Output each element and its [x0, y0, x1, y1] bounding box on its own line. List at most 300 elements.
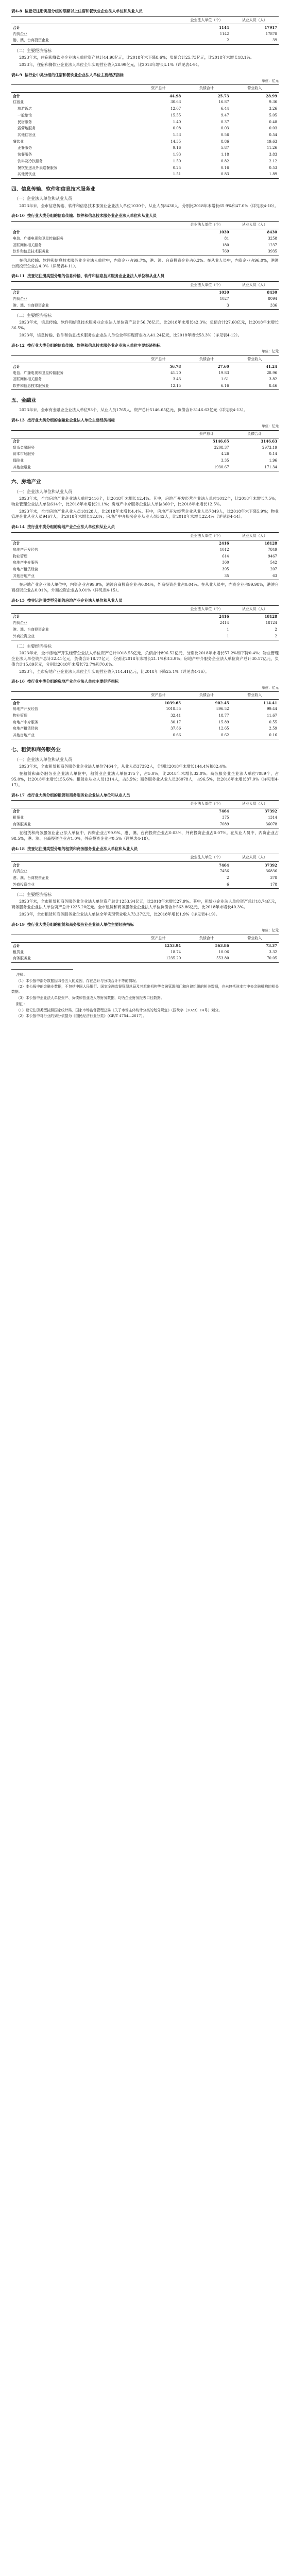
row-label: 合计 — [13, 862, 20, 868]
row-label: 合计 — [13, 541, 20, 546]
table-caption: 按行业大类分组的租赁和商务服务业企业法人单位主要经济指标 — [27, 922, 134, 927]
table-cell: 375 — [222, 816, 229, 820]
row-label: 物业管理 — [13, 554, 27, 558]
table-row — [11, 451, 279, 458]
table-number: 表4-16 — [11, 679, 25, 684]
table-row — [11, 733, 279, 739]
table-row — [11, 464, 279, 471]
paragraph: 2023年末，信息传输、软件和信息技术服务业企业法人单位资产总计56.78亿元，比2018年末增长42.3%；负债合计27.60亿元，比2018年末增长36.5%。 — [11, 320, 279, 331]
column-header: 营业收入 — [231, 692, 279, 700]
table-cell: 769 — [182, 249, 230, 256]
row-label: 合计 — [13, 230, 20, 235]
table-caption: 按登记注册类型分组的限额以上住宿和餐饮业企业法人单位和从业人员 — [24, 9, 143, 13]
table-cell: 2 — [231, 633, 279, 640]
table-cell: 3258 — [268, 236, 277, 241]
table-cell: 44.98 — [169, 93, 181, 98]
column-header: 从业人员（人） — [231, 16, 279, 24]
column-header: 负债合计 — [182, 692, 230, 700]
table-row — [11, 145, 279, 152]
table-cell: 19.83 — [218, 370, 229, 375]
row-label: 饮料及冷饮服务 — [18, 159, 43, 163]
table-number: 表4-8 — [11, 9, 22, 13]
table-cell: 18.74 — [170, 950, 181, 954]
row-label: 房地产中介服务 — [13, 720, 38, 724]
table-row — [11, 949, 279, 956]
table-cell: 1.93 — [173, 152, 181, 157]
table-cell: 9.47 — [221, 113, 229, 117]
table-header-row — [11, 854, 279, 862]
table-cell: 0.56 — [221, 133, 229, 138]
subsection-heading: （一）企业法人单位和从业人员 — [14, 757, 72, 762]
table-header-row — [11, 606, 279, 614]
column-header — [11, 854, 182, 862]
column-header — [11, 801, 182, 808]
table-row — [11, 620, 279, 627]
table-cell: 360 — [222, 561, 229, 565]
paragraph: 2023年末，全市房地产业从业人员18128人，比2018年末增长4.4%。其中，房地产开发经营企业从业人员7849人，比2018年末下降5.9%；物业管理企业从业人员9467人，比2018年末增长12.8%；房地产中介服务企业从业人员542人，比2018年末增长22.4%（详见表4-14）。 — [11, 509, 279, 519]
table-cell: 28.99 — [266, 93, 277, 98]
column-header: 营业收入 — [231, 85, 279, 93]
table-cell: 14.35 — [170, 139, 181, 144]
table-cell: 2 — [182, 38, 230, 44]
table-cell: 56.78 — [169, 364, 181, 369]
table-cell: 1027 — [219, 296, 229, 301]
row-label: 合计 — [13, 700, 20, 705]
table-cell: 27.60 — [217, 364, 229, 369]
table-number: 表4-18 — [11, 846, 25, 851]
column-header: 企业法人单位（个） — [182, 854, 230, 862]
table-cell: 37392 — [264, 862, 277, 868]
table-cell: 1 — [227, 627, 229, 632]
table-title — [11, 213, 279, 219]
table-cell: 12.15 — [134, 383, 182, 390]
table-row — [11, 445, 279, 451]
column-header: 企业法人单位（个） — [182, 221, 230, 229]
table-title — [11, 793, 279, 799]
table-cell: 2.59 — [269, 726, 277, 731]
table-cell: 30.63 — [170, 100, 181, 105]
table-unit: 单位：亿元 — [262, 424, 279, 429]
row-label: 软件和信息技术服务业 — [11, 249, 182, 256]
column-header — [11, 85, 134, 93]
column-header: 资产总计 — [182, 430, 230, 438]
table-4-10 — [11, 221, 279, 256]
table-number: 表4-10 — [11, 213, 25, 218]
table-caption: 按行业大类分组的信息传输、软件和信息技术服务业企业法人单位和从业人员 — [27, 213, 157, 218]
row-label: 物业管理 — [13, 714, 27, 718]
row-label: 租赁业 — [13, 950, 24, 954]
row-label: 货币金融服务 — [13, 445, 35, 450]
table-cell: 1.51 — [134, 172, 182, 178]
table-cell: 0.14 — [269, 452, 277, 456]
table-cell: 11.26 — [266, 146, 277, 150]
table-row — [11, 540, 279, 547]
row-label: 房地产租赁经营 — [13, 567, 38, 571]
column-header: 资产总计 — [134, 935, 182, 942]
table-cell: 37.86 — [170, 726, 181, 731]
subsection-heading: （二）主要经济指标 — [14, 313, 52, 318]
row-label: 港、澳、台商投资企业 — [13, 876, 49, 880]
table-row — [11, 229, 279, 235]
table-row — [11, 560, 279, 567]
table-number: 表4-12 — [11, 343, 25, 348]
row-label: 租赁业 — [13, 816, 24, 820]
column-header: 负债合计 — [182, 355, 230, 363]
table-row — [11, 458, 279, 465]
table-cell: 0.54 — [269, 133, 277, 138]
table-cell: 32.41 — [170, 714, 181, 718]
column-header: 资产总计 — [134, 692, 182, 700]
table-cell: 11.67 — [266, 714, 277, 718]
row-label: 合计 — [13, 438, 20, 444]
table-cell: 4.26 — [221, 452, 229, 456]
table-cell: 1.18 — [221, 152, 229, 157]
table-cell: 2 — [275, 627, 277, 632]
table-row — [11, 815, 279, 822]
table-row — [11, 113, 279, 120]
table-header-row — [11, 221, 279, 229]
table-cell: 3 — [182, 302, 230, 309]
column-header: 营业收入 — [231, 935, 279, 942]
row-label: 互联网和相关服务 — [13, 243, 42, 247]
table-cell: 10.06 — [218, 950, 229, 954]
row-label: 内资企业 — [13, 31, 27, 36]
table-row — [11, 159, 279, 165]
table-cell: 6 — [182, 882, 230, 888]
table-cell: 19.63 — [266, 139, 277, 144]
table-cell: 7849 — [268, 547, 277, 552]
table-row — [11, 553, 279, 560]
table-cell: 5.87 — [221, 146, 229, 150]
row-label: 餐饮业 — [13, 139, 24, 144]
table-row — [11, 614, 279, 620]
table-title — [11, 922, 279, 928]
table-number: 表4-17 — [11, 792, 25, 798]
table-cell: 3208.37 — [214, 445, 229, 450]
table-row — [11, 706, 279, 713]
column-header — [11, 606, 182, 614]
row-label: 外商投资企业 — [11, 633, 182, 640]
subsection-heading: （二）主要经济指标 — [14, 892, 52, 897]
table-row — [11, 249, 279, 256]
table-cell: 6.16 — [182, 383, 230, 390]
table-cell: 8094 — [268, 296, 277, 301]
table-cell: 8430 — [267, 230, 277, 235]
paragraph: 2023年末，全市有金融业企业法人单位93个，从业人员1765人，资产总计5146.65亿元，负债合计3146.63亿元（详见表4-13）。 — [19, 407, 248, 412]
table-caption: 按登记注册类型分组的房地产业企业法人单位和从业人员 — [27, 598, 123, 603]
column-header — [11, 355, 134, 363]
table-cell: 5146.65 — [212, 438, 229, 444]
table-title — [11, 846, 279, 852]
column-header — [11, 430, 182, 438]
column-header: 从业人员（人） — [231, 281, 279, 289]
table-cell: 6.44 — [221, 107, 229, 111]
table-cell: 7089 — [182, 821, 230, 828]
table-unit: 单位：亿元 — [262, 349, 279, 354]
table-4-11 — [11, 281, 279, 310]
row-label: 房地产租赁经营 — [13, 726, 38, 731]
table-number: 表4-11 — [11, 274, 25, 279]
row-label: 软件和信息技术服务业 — [11, 383, 134, 390]
paragraph: 在租赁和商务服务业企业法人单位中，内资企业占99.9%，港、澳、台商投资企业占0.03%，外商投资企业占0.07%。在从业人员中，内资企业占98.5%，港、澳、台商投资企业占1.0%，外商投资企业占0.5%（详见表4-18）。 — [11, 831, 279, 841]
table-cell: 17878 — [265, 31, 277, 36]
table-cell: 1018.55 — [166, 707, 181, 711]
table-row — [11, 370, 279, 377]
paragraph: 2023年末，全市租赁和商务服务业企业法人单位资产总计1253.94亿元，比2018年末增长27.9%。其中，租赁业企业法人单位资产总计18.74亿元，商务服务业企业法人单位资产总计1235.20亿元。全市租赁和商务服务业企业法人单位负债合计563.86亿元，比2018年末增长40.3%。 — [11, 899, 279, 910]
table-cell: 15.55 — [170, 113, 181, 117]
paragraph: 2023年，信息传输、软件和信息技术服务业企业法人单位全年实现营业收入41.24亿元，比2018年增长53.3%（详见表4-12）。 — [19, 332, 242, 337]
table-cell: 63 — [231, 573, 279, 580]
column-header — [11, 935, 134, 942]
row-label: 其他房地产业 — [11, 573, 182, 580]
table-cell: 36836 — [265, 869, 277, 874]
row-label: 港、澳、台商投资企业 — [11, 302, 182, 309]
table-cell: 178 — [231, 882, 279, 888]
paragraph: 2023年末，全市房地产开发经营企业法人单位资产总计1018.55亿元，负债合计896.52亿元，分别比2018年末增长57.2%和下降0.4%；物业管理企业法人单位资产总计32.41亿元，负债合计18.77亿元，分别比2018年末增长21.1%和13.9%；房地产中介服务企业法人单位资产总计30.17亿元，负债合计15.89亿元，分别比2018年末增长72.7%和70.0%。 — [11, 651, 279, 667]
table-row — [11, 126, 279, 132]
table-row — [11, 875, 279, 882]
row-label: 商务服务业 — [11, 821, 182, 828]
section-heading: 六、房地产业 — [11, 479, 41, 485]
row-label: 商务服务业 — [11, 956, 134, 962]
table-cell: 1237 — [268, 243, 277, 247]
column-header — [11, 692, 134, 700]
table-header-row — [11, 692, 279, 700]
table-cell: 39 — [231, 38, 279, 44]
table-cell: 0.48 — [269, 120, 277, 124]
column-header — [11, 281, 182, 289]
table-cell: 1144 — [219, 25, 229, 30]
table-row — [11, 956, 279, 962]
table-row — [11, 139, 279, 145]
table-cell: 9467 — [268, 554, 277, 558]
table-row — [11, 633, 279, 640]
table-header-row — [11, 532, 279, 540]
row-label: 合计 — [13, 364, 20, 369]
table-row — [11, 24, 279, 31]
notes-title: 注释： — [16, 972, 27, 977]
row-label: 房地产中介服务 — [13, 561, 38, 565]
table-cell: 1235.20 — [134, 956, 182, 962]
table-cell: 41.24 — [266, 364, 277, 369]
table-number: 表4-9 — [11, 72, 22, 77]
table-cell: 553.80 — [182, 956, 230, 962]
table-cell: 3.83 — [269, 152, 277, 157]
table-cell: 5.05 — [269, 113, 277, 117]
row-label: 资本市场服务 — [13, 452, 35, 456]
column-header: 企业法人单位（个） — [182, 801, 230, 808]
column-header: 营业收入 — [231, 355, 279, 363]
column-header: 企业法人单位（个） — [182, 606, 230, 614]
column-header: 资产总计 — [134, 355, 182, 363]
table-title — [11, 274, 279, 279]
table-row — [11, 31, 279, 38]
table-cell: 3.32 — [269, 950, 277, 954]
table-cell: 18124 — [265, 621, 277, 625]
table-cell: 2973.19 — [262, 445, 277, 450]
table-4-19 — [11, 935, 279, 963]
table-title — [11, 524, 279, 530]
row-label: 港、澳、台商投资企业 — [11, 38, 182, 44]
section-heading: 四、信息传输、软件和信息技术服务业 — [11, 186, 96, 192]
note-item: （2）本公报中对行业的划分依据为《国民经济行业分类》（GB/T 4754—2017）。 — [16, 1014, 146, 1019]
table-cell: 0.16 — [221, 165, 229, 170]
table-header-row — [11, 16, 279, 24]
table-title — [11, 598, 279, 604]
table-cell: 8430 — [267, 290, 277, 295]
table-cell: 180 — [222, 243, 229, 247]
table-cell: 37392 — [264, 809, 277, 814]
table-row — [11, 726, 279, 733]
table-cell: 3935 — [231, 249, 279, 256]
row-label: 合计 — [13, 614, 20, 619]
section-heading: 七、租赁和商务服务业 — [11, 747, 61, 753]
table-row — [11, 296, 279, 303]
table-cell: 114.41 — [263, 700, 277, 705]
table-4-8 — [11, 16, 279, 45]
row-label: 内资企业 — [13, 296, 27, 301]
paragraph: 2023年末，全市租赁和商务服务业企业法人单位7464个，从业人员37392人，分别比2018年末增长144.4%和82.4%。 — [19, 764, 230, 769]
row-label: 民宿服务 — [18, 120, 32, 124]
table-row — [11, 172, 279, 178]
table-4-16 — [11, 691, 279, 739]
table-cell: 7456 — [219, 869, 229, 874]
page — [0, 0, 290, 1027]
table-cell: 3.82 — [269, 377, 277, 382]
table-cell: 1930.67 — [182, 464, 230, 471]
paragraph: 2023年末，全市房地产业企业法人单位2416个，比2018年末增长12.4%。其中，房地产开发经营企业法人单位1012个，比2018年末增长7.5%；物业管理企业法人单位614个，比2018年末增长21.1%；房地产中介服务企业法人单位360个，比2018年末增长12.5%。 — [11, 496, 279, 506]
table-cell: 2414 — [219, 621, 229, 625]
table-cell: 614 — [222, 554, 229, 558]
table-cell: 18128 — [264, 541, 277, 546]
table-4-9 — [11, 84, 279, 178]
table-row — [11, 808, 279, 815]
row-label: 港、澳、台商投资企业 — [13, 627, 49, 632]
row-label: 其他住宿业 — [18, 133, 36, 138]
row-label: 合计 — [13, 809, 20, 814]
row-label: 房地产开发经营 — [13, 707, 38, 711]
table-cell: 0.16 — [231, 733, 279, 739]
table-cell: 0.66 — [134, 733, 182, 739]
table-cell: 1.40 — [173, 120, 181, 124]
table-row — [11, 242, 279, 249]
table-cell: 3.26 — [269, 107, 277, 111]
table-row — [11, 106, 279, 113]
table-cell: 3146.63 — [261, 438, 277, 444]
table-row — [11, 438, 279, 445]
row-label: 合计 — [13, 290, 20, 295]
table-cell: 18.77 — [218, 714, 229, 718]
notes-source-title: 附注： — [16, 1002, 27, 1006]
table-cell: 1142 — [219, 31, 229, 36]
table-number: 表4-13 — [11, 417, 25, 422]
paragraph: 在房地产业企业法人单位中，内资企业占99.9%，港澳台商投资企业占0.04%，外商投资企业占0.04%。在从业人员中，内资企业占99.98%，港澳台商投资企业占0.01%，外商投资企业占0.01%（详见表4-15）。 — [11, 582, 279, 592]
subsection-heading: （二）主要经济指标 — [14, 643, 52, 649]
row-label: 合计 — [13, 93, 20, 98]
table-cell: 563.86 — [215, 943, 229, 948]
table-cell: 1012 — [219, 547, 229, 552]
table-cell: 17917 — [264, 25, 277, 30]
column-header: 负债合计 — [182, 85, 230, 93]
table-row — [11, 547, 279, 553]
table-cell: 0.03 — [221, 126, 229, 131]
paragraph: 2023年，住宿和餐饮业企业法人单位全年实现营业收入28.99亿元，比2018年增长4.1%（详见表4-9）。 — [19, 62, 202, 67]
paragraph: 2023年末，全市信息传输、软件和信息技术服务业企业法人单位1030个，从业人员8430人，分别比2018年末增长65.9%和47.0%（详见表4-10）。 — [19, 203, 279, 208]
table-header-row — [11, 85, 279, 93]
table-cell: 15.89 — [218, 720, 229, 724]
table-row — [11, 700, 279, 706]
table-title — [11, 679, 279, 685]
table-cell: 0.82 — [221, 159, 229, 163]
table-row — [11, 289, 279, 296]
table-unit: 单位：亿元 — [262, 685, 279, 690]
column-header: 负债合计 — [182, 935, 230, 942]
table-cell: 18128 — [264, 614, 277, 619]
table-cell: 0.83 — [182, 172, 230, 178]
table-cell: 8.86 — [221, 139, 229, 144]
note-item: （1）本公报中部分数据因四舍五入的原因，存在总计与分项合计不等的情况。 — [16, 978, 140, 983]
table-row — [11, 713, 279, 720]
table-cell: 9.16 — [173, 146, 181, 150]
table-header-row — [11, 355, 279, 363]
table-cell: 25.73 — [217, 93, 229, 98]
row-label: 合计 — [13, 25, 20, 30]
subsection-heading: （一）企业法人单位和从业人员 — [14, 489, 72, 494]
row-label: 其他餐饮业 — [11, 172, 134, 178]
table-header-row — [11, 801, 279, 808]
paragraph: 2023年末，住宿和餐饮业企业法人单位资产总计44.98亿元，比2018年末下降8.6%；负债合计25.73亿元，比2018年末增长18.1%。 — [19, 55, 254, 60]
table-row — [11, 38, 279, 44]
table-row — [11, 719, 279, 726]
table-caption: 按登记注册类型分组的信息传输、软件和信息技术服务业企业法人单位和从业人员 — [27, 274, 164, 279]
row-label: 旅游饭店 — [18, 107, 32, 111]
paragraph: 2023年，全市房地产业企业法人单位全年实现营业收入114.41亿元，比2018年下降25.1%（详见表4-16）。 — [19, 669, 209, 674]
table-row — [11, 132, 279, 139]
table-cell: 3.43 — [173, 377, 181, 382]
row-label: 餐饮配送及外卖送餐服务 — [18, 165, 57, 170]
table-cell: 28.96 — [266, 370, 277, 375]
table-row — [11, 383, 279, 390]
table-row — [11, 165, 279, 172]
table-row — [11, 377, 279, 383]
table-caption: 按登记注册类型分组的租赁和商务服务业企业法人单位和从业人员 — [27, 846, 138, 851]
table-cell: 99.44 — [266, 707, 277, 711]
table-row — [11, 626, 279, 633]
table-number: 表4-19 — [11, 922, 25, 927]
row-label: 内资企业 — [13, 869, 27, 874]
section-heading: 五、金融业 — [11, 398, 36, 404]
column-header: 从业人员（人） — [231, 801, 279, 808]
table-4-14 — [11, 532, 279, 580]
table-title — [11, 73, 279, 78]
table-row — [11, 882, 279, 888]
table-caption: 按行业大类分组的金融业企业法人单位主要经济指标 — [27, 417, 115, 422]
column-header — [11, 221, 182, 229]
table-caption: 按行业大类分组的租赁和商务服务业企业法人单位和从业人员 — [27, 792, 130, 798]
row-label: 其他房地产业 — [11, 733, 134, 739]
table-cell: 8.46 — [231, 383, 279, 390]
table-cell: 1253.94 — [164, 943, 181, 948]
table-cell: 30.17 — [170, 720, 181, 724]
row-label: 外商投资企业 — [11, 882, 182, 888]
table-cell: 41.20 — [170, 370, 181, 375]
paragraph: 在信息传输、软件和信息技术服务业企业法人单位中，内资企业占99.7%，港、澳、台商投资企业占0.3%。在从业人员中，内资企业占96.0%，港澳台商投资企业占4.0%（详见表4-11）。 — [11, 258, 279, 268]
table-cell: 0.03 — [269, 126, 277, 131]
note-item: （3）本公报中企业法人单位资产、负债和营业收入等财务数据，均为企业财务报表口径数据。 — [16, 995, 164, 1000]
table-cell: 902.45 — [215, 700, 229, 705]
row-label: 其他金融业 — [11, 464, 182, 471]
table-row — [11, 119, 279, 126]
